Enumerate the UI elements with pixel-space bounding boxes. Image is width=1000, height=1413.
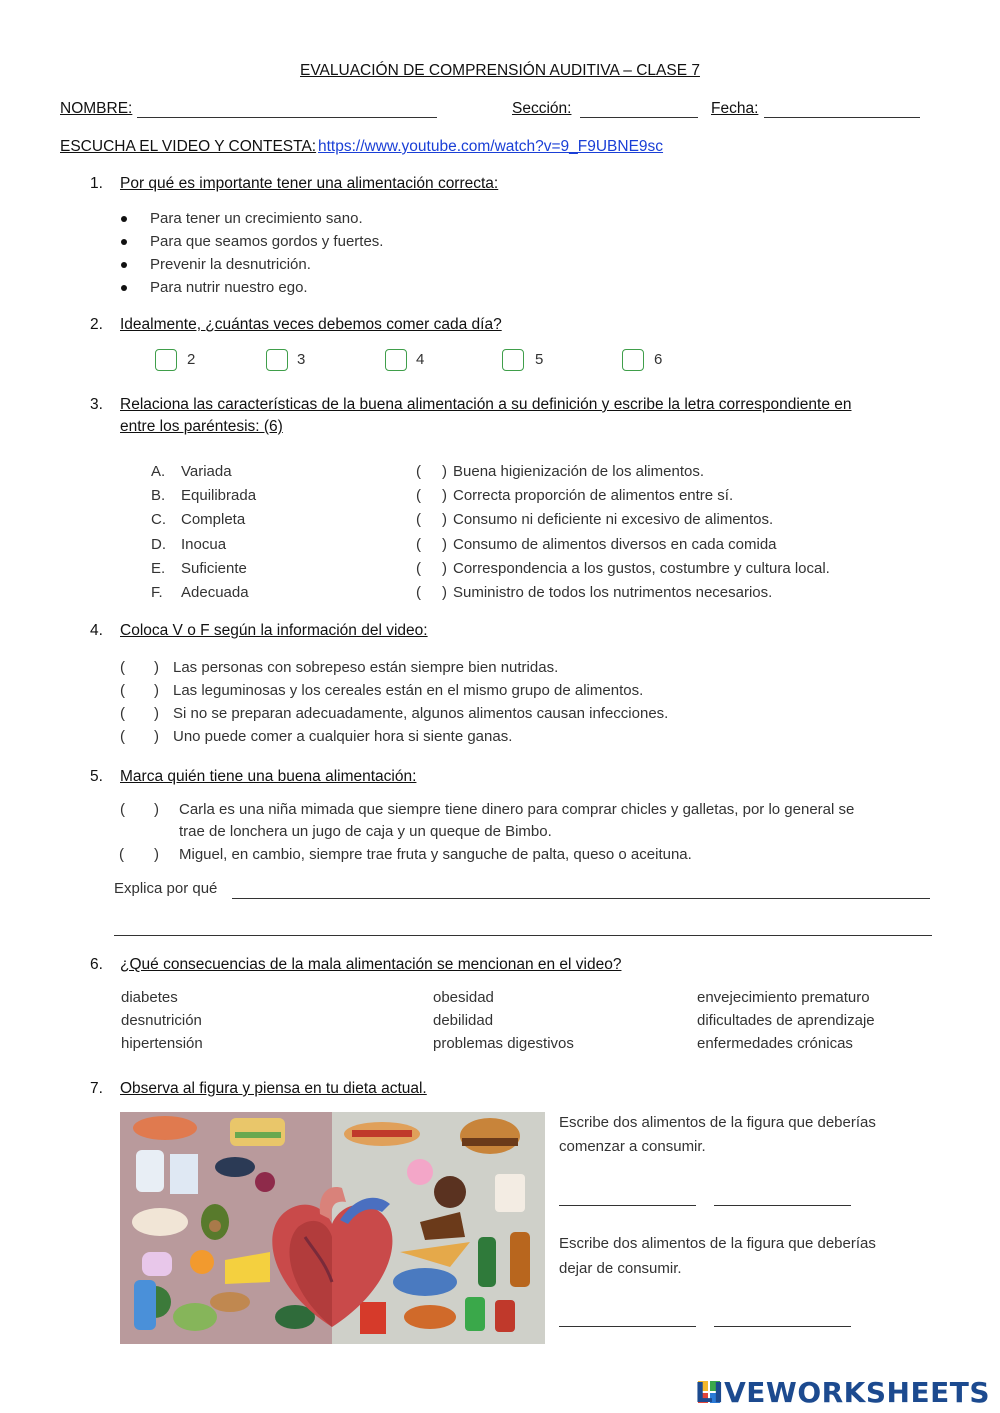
q6-item: hipertensión	[121, 1035, 203, 1052]
q2-checkbox-5[interactable]	[502, 349, 524, 371]
q1-option: Para tener un crecimiento sano.	[150, 210, 363, 227]
q3-paren-open: (	[416, 487, 421, 504]
q3-paren-close: )	[442, 584, 447, 601]
q7-prompt2-line2: dejar de consumir.	[559, 1260, 682, 1277]
q3-paren-close: )	[442, 463, 447, 480]
q3-letter: A.	[151, 463, 166, 480]
liveworksheets-logo-text: LIVEWORKSHEETS	[694, 1376, 990, 1409]
q3-number: 3.	[90, 396, 103, 413]
q6-item: obesidad	[433, 989, 494, 1006]
q6-item: debilidad	[433, 1012, 494, 1029]
explica-label: Explica por qué	[114, 880, 218, 897]
q3-definition: Buena higienización de los alimentos.	[453, 463, 704, 480]
q5-item1-line2: trae de lonchera un jugo de caja y un queque de Bimbo.	[179, 823, 552, 840]
q4-paren-open: (	[120, 705, 125, 722]
q4-answer-slot[interactable]	[130, 659, 152, 675]
q3-term: Completa	[181, 511, 246, 528]
q1-number: 1.	[90, 175, 103, 192]
q2-checkbox-3[interactable]	[266, 349, 288, 371]
bullet-icon	[121, 216, 127, 222]
worksheet-title: EVALUACIÓN DE COMPRENSIÓN AUDITIVA – CLASE 7	[300, 62, 700, 79]
seccion-field[interactable]	[580, 117, 698, 118]
q2-checkbox-2[interactable]	[155, 349, 177, 371]
nombre-field[interactable]	[137, 117, 437, 118]
q3-letter: E.	[151, 560, 166, 577]
q3-term: Variada	[181, 463, 232, 480]
q3-definition: Correcta proporción de alimentos entre sí.	[453, 487, 734, 504]
q4-number: 4.	[90, 622, 103, 639]
q3-term: Equilibrada	[181, 487, 257, 504]
q5-paren-close: )	[154, 846, 159, 863]
q5-paren-open: (	[119, 846, 124, 863]
q3-answer-slot[interactable]	[424, 536, 440, 552]
q3-definition: Suministro de todos los nutrimentos necesarios.	[453, 584, 773, 601]
q3-definition: Consumo de alimentos diversos en cada comida	[453, 536, 777, 553]
q7-prompt1-line1: Escribe dos alimentos de la figura que deberías	[559, 1114, 876, 1131]
q3-paren-close: )	[442, 511, 447, 528]
q3-answer-slot[interactable]	[424, 463, 440, 479]
q3-paren-open: (	[416, 584, 421, 601]
explica-line-1[interactable]	[232, 898, 930, 899]
q7-answer-start-2[interactable]	[714, 1205, 851, 1206]
q3-paren-close: )	[442, 560, 447, 577]
q6-item: diabetes	[121, 989, 178, 1006]
q6-item: desnutrición	[121, 1012, 202, 1029]
q3-answer-slot[interactable]	[424, 487, 440, 503]
q3-letter: C.	[151, 511, 166, 528]
q3-paren-close: )	[442, 536, 447, 553]
q2-checkbox-4[interactable]	[385, 349, 407, 371]
q3-term: Adecuada	[181, 584, 249, 601]
q1-option: Para nutrir nuestro ego.	[150, 279, 308, 296]
q5-paren-close: )	[154, 801, 159, 818]
q2-option-label: 4	[416, 351, 425, 368]
q4-paren-open: (	[120, 659, 125, 676]
bullet-icon	[121, 239, 127, 245]
q1-option: Para que seamos gordos y fuertes.	[150, 233, 384, 250]
q5-answer-slot[interactable]	[129, 848, 151, 864]
q6-item: envejecimiento prematuro	[697, 989, 870, 1006]
healthy-vs-unhealthy-food-heart-image	[120, 1112, 545, 1344]
q6-item: problemas digestivos	[433, 1035, 574, 1052]
q3-term: Suficiente	[181, 560, 247, 577]
nombre-label: NOMBRE:	[60, 100, 133, 117]
q4-statement: Si no se preparan adecuadamente, algunos alimentos causan infecciones.	[173, 705, 669, 722]
q5-text: Marca quién tiene una buena alimentación:	[120, 768, 417, 785]
video-link[interactable]: https://www.youtube.com/watch?v=9_F9UBNE9sc	[318, 138, 664, 155]
q2-option-label: 5	[535, 351, 544, 368]
q3-paren-close: )	[442, 487, 447, 504]
q7-prompt2-line1: Escribe dos alimentos de la figura que deberías	[559, 1235, 876, 1252]
q3-letter: B.	[151, 487, 166, 504]
q2-number: 2.	[90, 316, 103, 333]
q7-answer-stop-1[interactable]	[559, 1326, 696, 1327]
q4-paren-close: )	[154, 659, 159, 676]
q5-item1-line1: Carla es una niña mimada que siempre tiene dinero para comprar chicles y galletas, por lo general se	[179, 801, 855, 818]
q4-answer-slot[interactable]	[130, 682, 152, 698]
bullet-icon	[121, 285, 127, 291]
q4-statement: Uno puede comer a cualquier hora si siente ganas.	[173, 728, 513, 745]
seccion-label: Sección:	[512, 100, 572, 117]
q2-option-label: 6	[654, 351, 663, 368]
q3-letter: D.	[151, 536, 166, 553]
q7-number: 7.	[90, 1080, 103, 1097]
fecha-label: Fecha:	[711, 100, 759, 117]
q6-item: enfermedades crónicas	[697, 1035, 853, 1052]
q7-prompt1-line2: comenzar a consumir.	[559, 1138, 706, 1155]
q4-text: Coloca V o F según la información del video:	[120, 622, 428, 639]
q5-paren-open: (	[120, 801, 125, 818]
q2-checkbox-6[interactable]	[622, 349, 644, 371]
q4-paren-open: (	[120, 682, 125, 699]
q3-text-line1: Relaciona las características de la buena alimentación a su definición y escribe la letra correspondiente en	[120, 396, 852, 413]
q5-number: 5.	[90, 768, 103, 785]
q5-item2: Miguel, en cambio, siempre trae fruta y sanguche de palta, queso o aceituna.	[179, 846, 692, 863]
q6-item: dificultades de aprendizaje	[697, 1012, 875, 1029]
q7-answer-start-1[interactable]	[559, 1205, 696, 1206]
bullet-icon	[121, 262, 127, 268]
q6-number: 6.	[90, 956, 103, 973]
q3-paren-open: (	[416, 511, 421, 528]
q3-letter: F.	[151, 584, 163, 601]
fecha-field[interactable]	[764, 117, 920, 118]
q3-paren-open: (	[416, 536, 421, 553]
q7-answer-stop-2[interactable]	[714, 1326, 851, 1327]
explica-line-2[interactable]	[114, 935, 932, 936]
q5-answer-slot[interactable]	[130, 803, 152, 819]
escucha-label: ESCUCHA EL VIDEO Y CONTESTA:	[60, 138, 317, 155]
q3-paren-open: (	[416, 560, 421, 577]
q3-answer-slot[interactable]	[424, 560, 440, 576]
q4-statement: Las leguminosas y los cereales están en el mismo grupo de alimentos.	[173, 682, 644, 699]
q2-option-label: 2	[187, 351, 196, 368]
q4-paren-close: )	[154, 682, 159, 699]
q4-paren-open: (	[120, 728, 125, 745]
q1-text: Por qué es importante tener una alimentación correcta:	[120, 175, 499, 192]
q2-option-label: 3	[297, 351, 306, 368]
q2-text: Idealmente, ¿cuántas veces debemos comer cada día?	[120, 316, 502, 333]
q3-answer-slot[interactable]	[424, 511, 440, 527]
q4-statement: Las personas con sobrepeso están siempre bien nutridas.	[173, 659, 559, 676]
q3-paren-open: (	[416, 463, 421, 480]
q1-option: Prevenir la desnutrición.	[150, 256, 311, 273]
q7-text: Observa al figura y piensa en tu dieta actual.	[120, 1080, 427, 1097]
q4-answer-slot[interactable]	[130, 705, 152, 721]
q4-paren-close: )	[154, 728, 159, 745]
q3-term: Inocua	[181, 536, 227, 553]
q3-definition: Consumo ni deficiente ni excesivo de alimentos.	[453, 511, 774, 528]
q4-paren-close: )	[154, 705, 159, 722]
q4-answer-slot[interactable]	[130, 728, 152, 744]
q6-text: ¿Qué consecuencias de la mala alimentación se mencionan en el video?	[120, 956, 622, 973]
q3-definition: Correspondencia a los gustos, costumbre y cultura local.	[453, 560, 830, 577]
q3-text-line2: entre los paréntesis: (6)	[120, 418, 283, 435]
q3-answer-slot[interactable]	[424, 584, 440, 600]
